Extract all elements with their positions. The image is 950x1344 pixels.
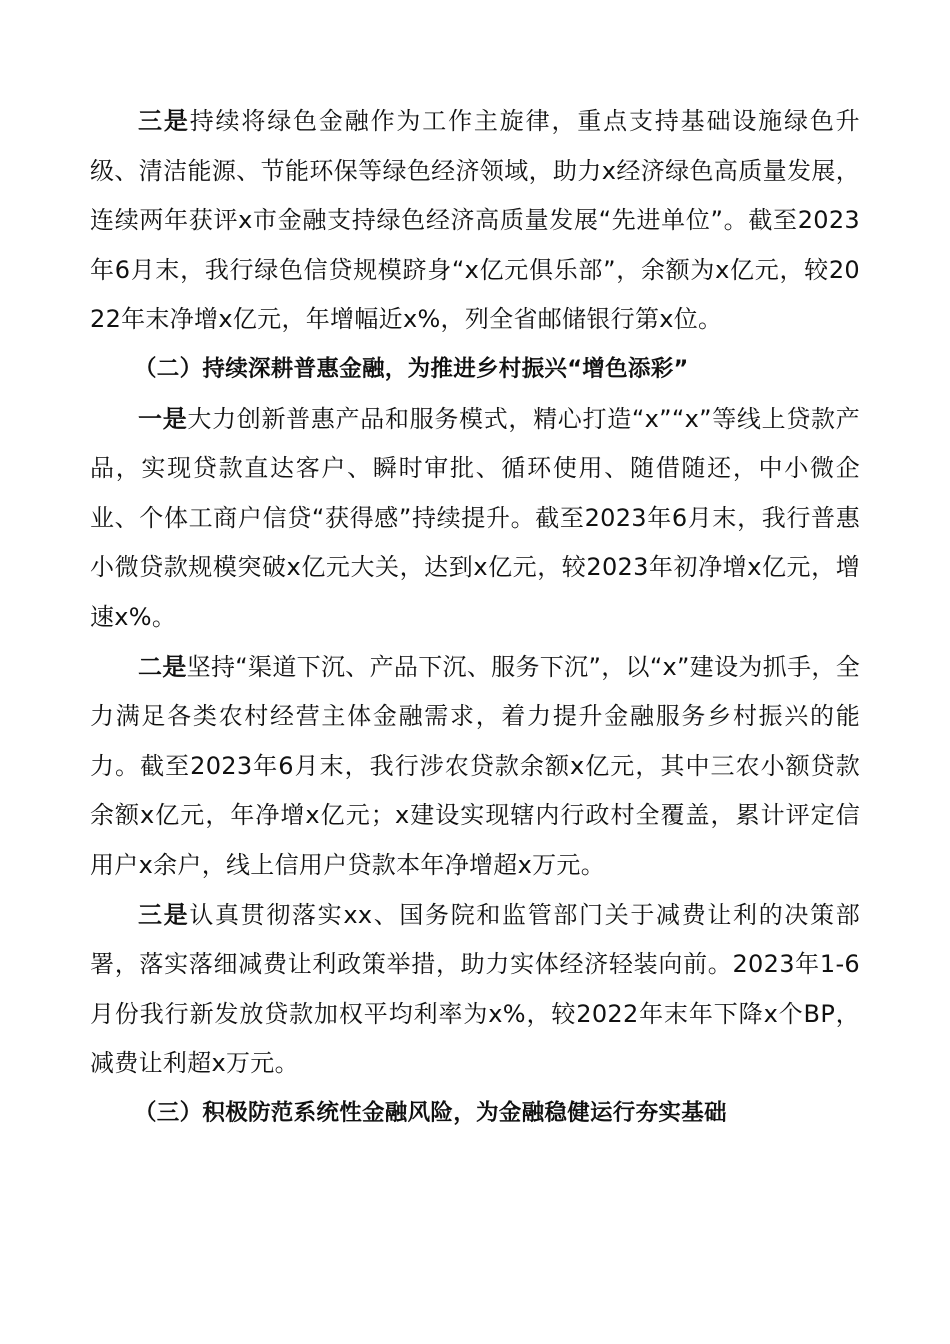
paragraph-rural-channels bbox=[90, 643, 860, 891]
paragraph-lead: 二是 bbox=[138, 652, 187, 681]
paragraph-lead: 三是 bbox=[138, 107, 190, 135]
paragraph-inclusive-products bbox=[90, 395, 860, 643]
section-heading-inclusive-finance: （二）持续深耕普惠金融，为推进乡村振兴“增色添彩” bbox=[134, 355, 689, 382]
paragraph-fee-reduction bbox=[90, 891, 860, 1089]
paragraph-text: 坚持“渠道下沉、产品下沉、服务下沉”，以“x”建设为抓手，全力满足各类农村经营主体金融需求，着力提升金融服务乡村振兴的能力。截至2023年6月末，我行涉农贷款余额x亿元，其中三农小额贷款余额x亿元，年净增x亿元；x建设实现辖内行政村全覆盖，累计评定信用户x余户，线上信用户贷款本年净增超x万元。 bbox=[90, 652, 860, 879]
paragraph-text: 大力创新普惠产品和服务模式，精心打造“x”“x”等线上贷款产品，实现贷款直达客户、瞬时审批、循环使用、随借随还，中小微企业、个体工商户信贷“获得感”持续提升。截至2023年6月末，我行普惠小微贷款规模突破x亿元大关，达到x亿元，较2023年初净增x亿元，增速x%。 bbox=[90, 404, 860, 631]
section-heading-risk-prevention: （三）积极防范系统性金融风险，为金融稳健运行夯实基础 bbox=[134, 1099, 727, 1126]
paragraph-text: 持续将绿色金融作为工作主旋律，重点支持基础设施绿色升级、清洁能源、节能环保等绿色经济领域，助力x经济绿色高质量发展，连续两年获评x市金融支持绿色经济高质量发展“先进单位”。截至2023年6月末，我行绿色信贷规模跻身“x亿元俱乐部”，余额为x亿元，较2022年末净增x亿元，年增幅近x%，列全省邮储银行第x位。 bbox=[90, 107, 860, 334]
paragraph-lead: 一是 bbox=[138, 404, 188, 433]
paragraph-green-finance bbox=[90, 97, 860, 345]
paragraph-lead: 三是 bbox=[138, 900, 190, 929]
document-body bbox=[90, 97, 860, 1138]
paragraph-text: 认真贯彻落实xx、国务院和监管部门关于减费让利的决策部署，落实落细减费让利政策举措，助力实体经济轻装向前。2023年1-6月份我行新发放贷款加权平均利率为x%，较2022年末年下降x个BP，减费让利超x万元。 bbox=[90, 900, 860, 1078]
